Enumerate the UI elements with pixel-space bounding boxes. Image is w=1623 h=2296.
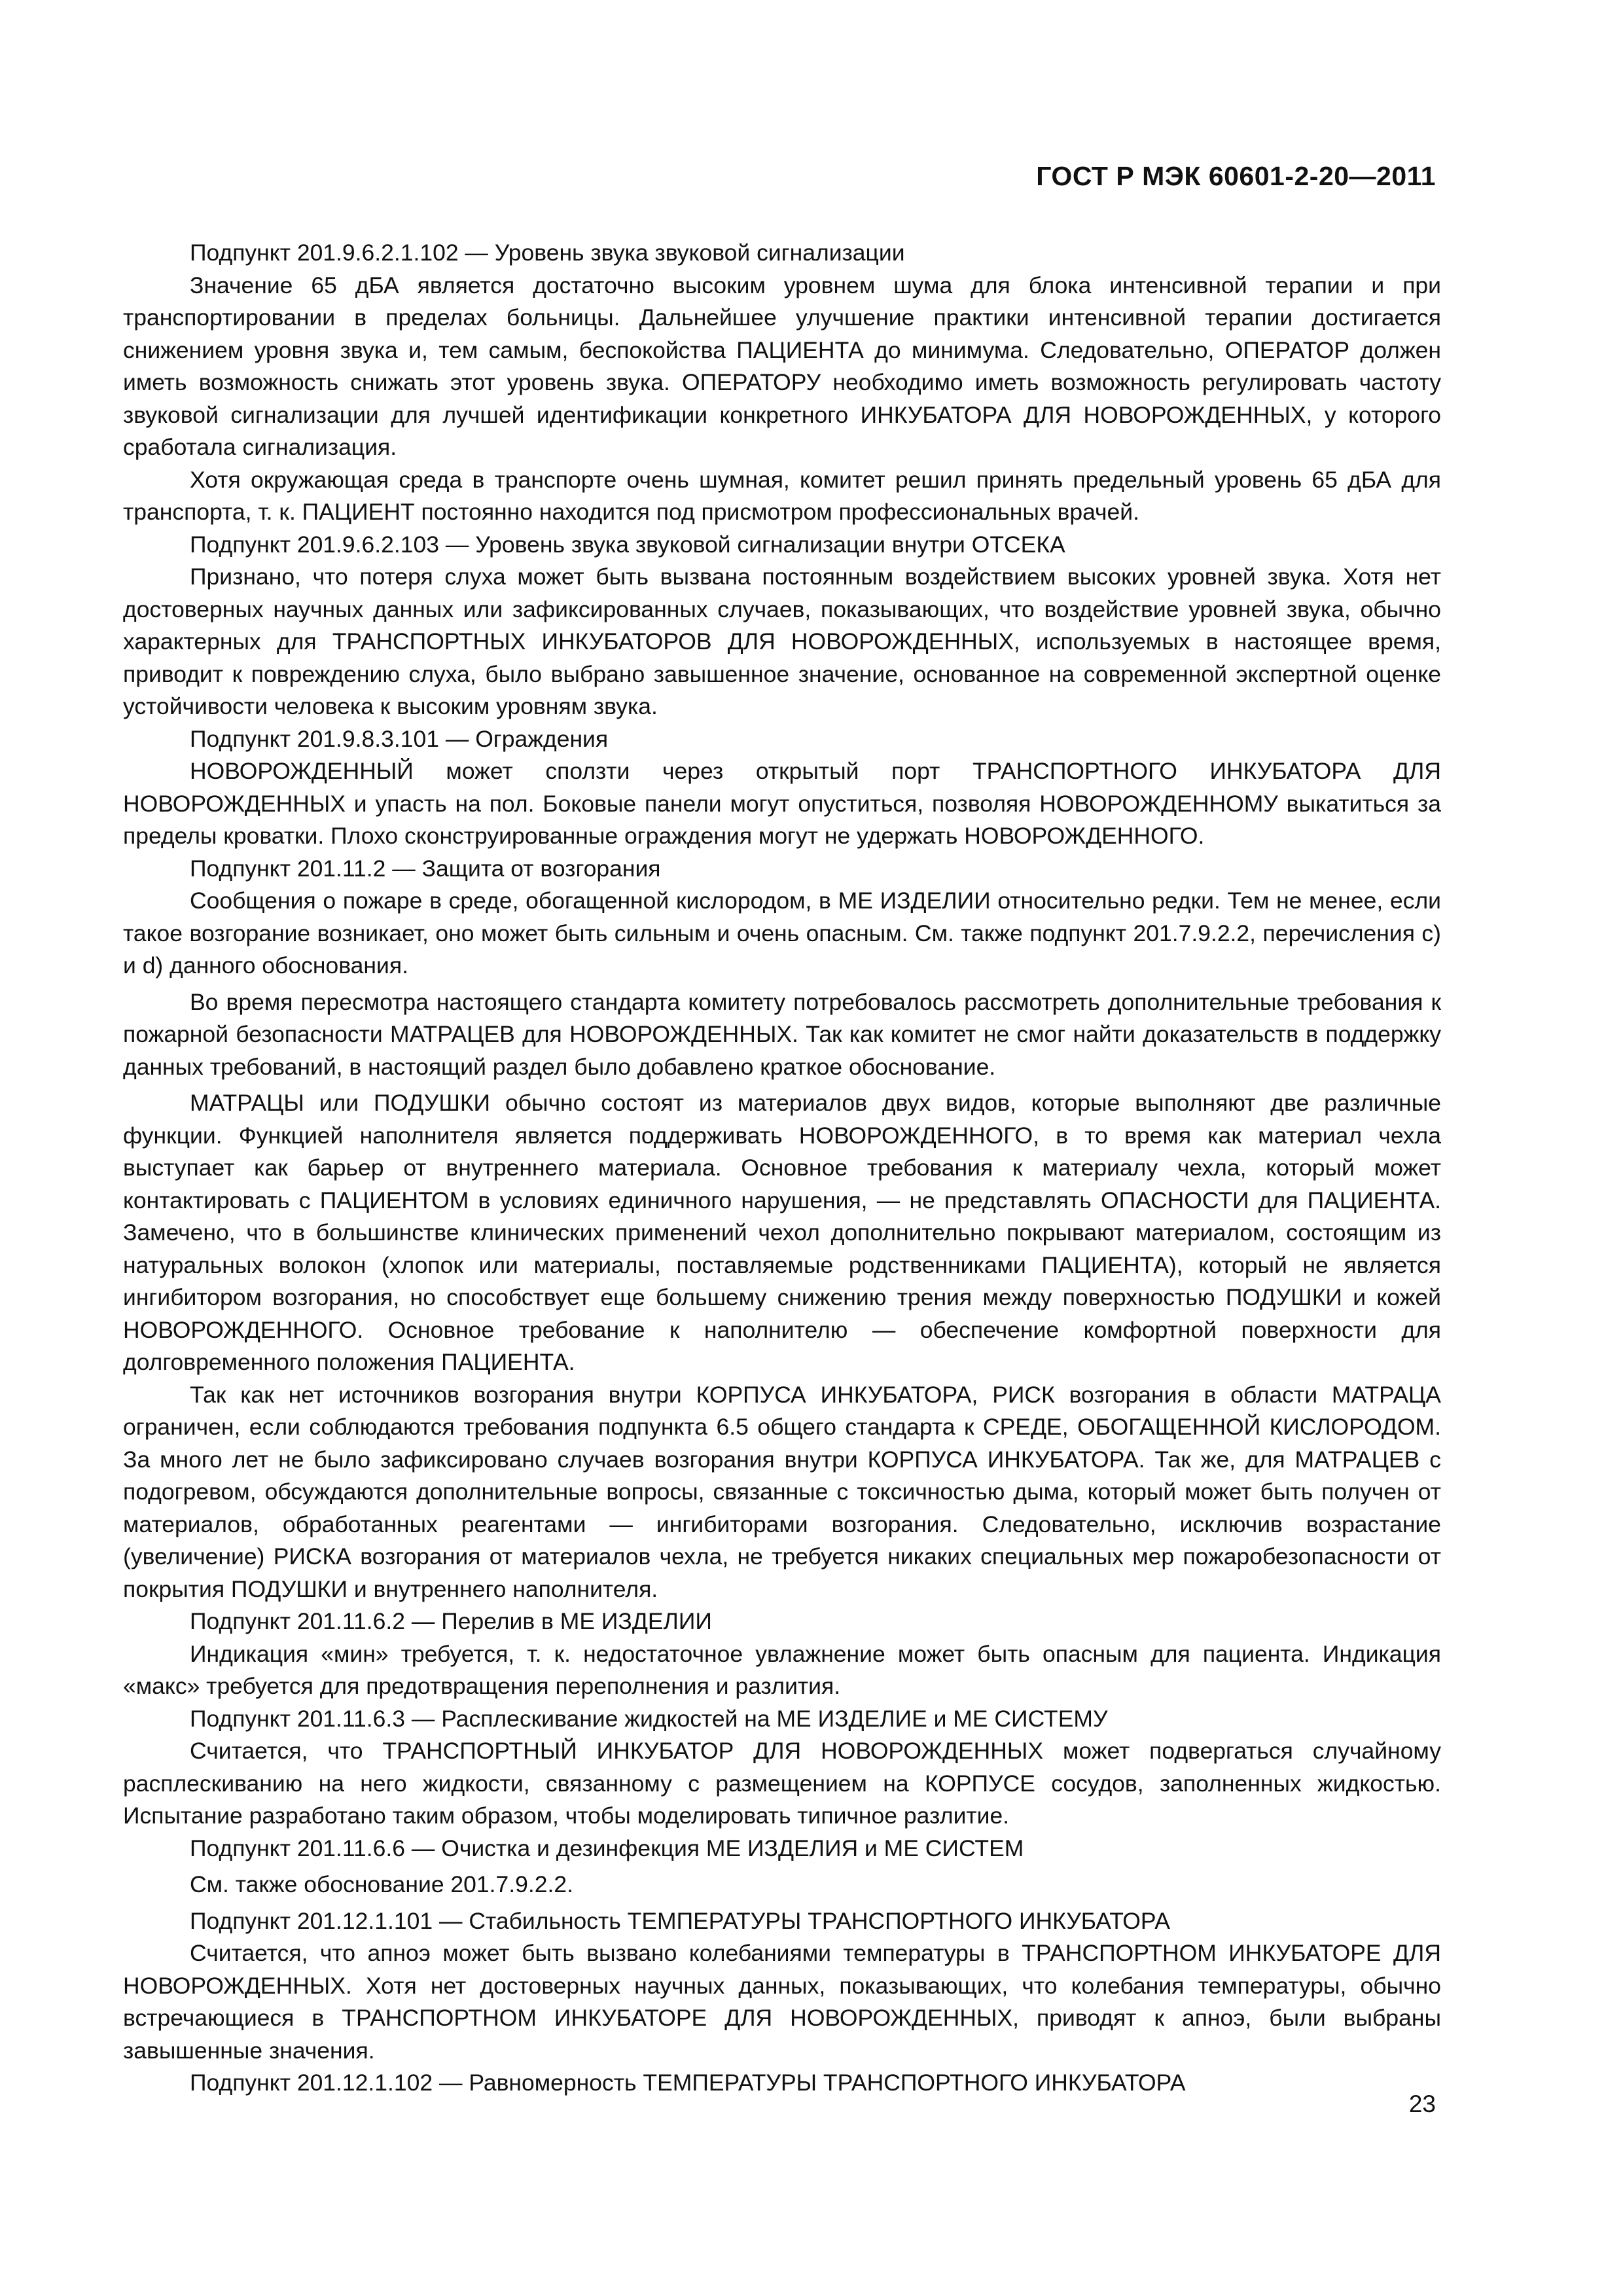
subclause-heading: Подпункт 201.9.6.2.1.102 — Уровень звука звуковой сигнализации: [190, 240, 905, 266]
body-paragraph: См. также обоснование 201.7.9.2.2.: [190, 1871, 573, 1897]
subclause-heading: Подпункт 201.12.1.102 — Равномерность ТЕМПЕРАТУРЫ ТРАНСПОРТНОГО ИНКУБАТОРА: [190, 2070, 1186, 2096]
subclause-heading: Подпункт 201.11.6.3 — Расплескивание жидкостей на МЕ ИЗДЕЛИЕ и МЕ СИСТЕМУ: [190, 1705, 1108, 1732]
page-number: 23: [1408, 2090, 1436, 2117]
body-paragraph: Считается, что ТРАНСПОРТНЫЙ ИНКУБАТОР ДЛЯ НОВОРОЖДЕННЫХ может подвергаться случайному расплескиванию на него жидкости, связанному с размещением на КОРПУСЕ сосудов, заполненных жидкостью. Испытание разработано таким образом, чтобы моделировать типичное разлитие.: [123, 1738, 1441, 1829]
subclause-heading: Подпункт 201.11.6.2 — Перелив в МЕ ИЗДЕЛИИ: [190, 1608, 712, 1634]
body-paragraph: НОВОРОЖДЕННЫЙ может сползти через открытый порт ТРАНСПОРТНОГО ИНКУБАТОРА ДЛЯ НОВОРОЖДЕННЫХ и упасть на пол. Боковые панели могут опуститься, позволяя НОВОРОЖДЕННОМУ выкатиться за пределы кроватки. Плохо сконструированные ограждения могут не удержать НОВОРОЖДЕННОГО.: [123, 758, 1441, 849]
subclause-heading: Подпункт 201.11.6.6 — Очистка и дезинфекция МЕ ИЗДЕЛИЯ и МЕ СИСТЕМ: [190, 1835, 1024, 1861]
body-paragraph: МАТРАЦЫ или ПОДУШКИ обычно состоят из материалов двух видов, которые выполняют две различные функции. Функцией наполнителя является поддерживать НОВОРОЖДЕННОГО, в то время как материал чехла выступает как барьер от внутреннего материала. Основное требования к материалу чехла, который может контактировать с ПАЦИЕНТОМ в условиях единичного нарушения, — не представлять ОПАСНОСТИ для ПАЦИЕНТА. Замечено, что в большинстве клинических применений чехол дополнительно покрывают материалом, состоящим из натуральных волокон (хлопок или материалы, поставляемые родственниками ПАЦИЕНТА), который не является ингибитором возгорания, но способствует еще большему снижению трения между поверхностью ПОДУШКИ и кожей НОВОРОЖДЕННОГО. Основное требование к наполнителю — обеспечение комфортной поверхности для долговременного положения ПАЦИЕНТА.: [123, 1090, 1441, 1375]
body-paragraph: Признано, что потеря слуха может быть вызвана постоянным воздействием высоких уровней звука. Хотя нет достоверных научных данных или зафиксированных случаев, показывающих, что воздействие уровней звука, обычно характерных для ТРАНСПОРТНЫХ ИНКУБАТОРОВ ДЛЯ НОВОРОЖДЕННЫХ, используемых в настоящее время, приводит к повреждению слуха, было выбрано завышенное значение, основанное на современной экспертной оценке устойчивости человека к высоким уровням звука.: [123, 564, 1441, 719]
document-body: [123, 237, 1441, 2100]
body-paragraph: Так как нет источников возгорания внутри КОРПУСА ИНКУБАТОРА, РИСК возгорания в области МАТРАЦА ограничен, если соблюдаются требования подпункта 6.5 общего стандарта к СРЕДЕ, ОБОГАЩЕННОЙ КИСЛОРОДОМ. За много лет не было зафиксировано случаев возгорания внутри КОРПУСА ИНКУБАТОРА. Так же, для МАТРАЦЕВ с подогревом, обсуждаются дополнительные вопросы, связанные с токсичностью дыма, который может быть получен от материалов, обработанных реагентами — ингибиторами возгорания. Следовательно, исключив возрастание (увеличение) РИСКА возгорания от материалов чехла, не требуется никаких специальных мер пожаробезопасности от покрытия ПОДУШКИ и внутреннего наполнителя.: [123, 1381, 1441, 1602]
subclause-heading: Подпункт 201.12.1.101 — Стабильность ТЕМПЕРАТУРЫ ТРАНСПОРТНОГО ИНКУБАТОРА: [190, 1907, 1170, 1934]
subclause-heading: Подпункт 201.11.2 — Защита от возгорания: [190, 855, 661, 882]
document-standard-header: ГОСТ Р МЭК 60601-2-20—2011: [1036, 161, 1436, 191]
body-paragraph: Во время пересмотра настоящего стандарта комитету потребовалось рассмотреть дополнительные требования к пожарной безопасности МАТРАЦЕВ для НОВОРОЖДЕННЫХ. Так как комитет не смог найти доказательств в поддержку данных требований, в настоящий раздел было добавлено краткое обоснование.: [123, 988, 1441, 1080]
body-paragraph: Значение 65 дБА является достаточно высоким уровнем шума для блока интенсивной терапии и при транспортировании в пределах больницы. Дальнейшее улучшение практики интенсивной терапии достигается снижением уровня звука и, тем самым, беспокойства ПАЦИЕНТА до минимума. Следовательно, ОПЕРАТОР должен иметь возможность снижать этот уровень звука. ОПЕРАТОРУ необходимо иметь возможность регулировать частоту звуковой сигнализации для лучшей идентификации конкретного ИНКУБАТОРА ДЛЯ НОВОРОЖДЕННЫХ, у которого сработала сигнализация.: [123, 272, 1441, 460]
subclause-heading: Подпункт 201.9.6.2.103 — Уровень звука звуковой сигнализации внутри ОТСЕКА: [190, 531, 1065, 558]
body-paragraph: Сообщения о пожаре в среде, обогащенной кислородом, в МЕ ИЗДЕЛИИ относительно редки. Тем не менее, если такое возгорание возникает, оно может быть сильным и очень опасным. См. также подпункт 201.7.9.2.2, перечисления с) и d) данного обоснования.: [123, 888, 1441, 978]
body-paragraph: Хотя окружающая среда в транспорте очень шумная, комитет решил принять предельный уровень 65 дБА для транспорта, т. к. ПАЦИЕНТ постоянно находится под присмотром профессиональных врачей.: [123, 466, 1441, 525]
body-paragraph: Индикация «мин» требуется, т. к. недостаточное увлажнение может быть опасным для пациента. Индикация «макс» требуется для предотвращения переполнения и разлития.: [123, 1640, 1441, 1699]
subclause-heading: Подпункт 201.9.8.3.101 — Ограждения: [190, 725, 609, 752]
body-paragraph: Считается, что апноэ может быть вызвано колебаниями температуры в ТРАНСПОРТНОМ ИНКУБАТОРЕ ДЛЯ НОВОРОЖДЕННЫХ. Хотя нет достоверных научных данных, показывающих, что колебания температуры, обычно встречающиеся в ТРАНСПОРТНОМ ИНКУБАТОРЕ ДЛЯ НОВОРОЖДЕННЫХ, приводят к апноэ, были выбраны завышенные значения.: [123, 1940, 1441, 2064]
